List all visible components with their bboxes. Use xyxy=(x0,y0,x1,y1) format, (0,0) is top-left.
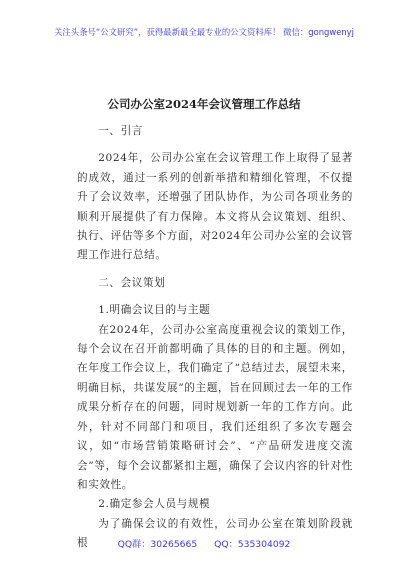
footer-contact xyxy=(0,536,408,550)
document-body xyxy=(77,122,353,554)
subheading-purpose-theme: 1.明确会议目的与主题 xyxy=(98,304,211,317)
document-title: 公司办公室2024年会议管理工作总结 xyxy=(107,97,301,111)
paragraph-attendees-scale: 为了确保会议的有效性，公司办公室在策划阶段就根 xyxy=(77,517,353,550)
subheading-attendees-scale: 2.确定参会人员与规模 xyxy=(98,498,211,511)
section-heading-planning: 二、会议策划 xyxy=(98,276,166,289)
paragraph-purpose-theme: 在2024年，公司办公室高度重视会议的策划工作，每个会议在召开前都明确了具体的目的和主题。例如，在年度工作会议上，我们确定了“总结过去，展望未来，明确目标，共谋发展”的主题，旨在回顾过去一年的工作成果分析存在的问题，同时规划新一年的工作方向。此外，针对不同部门和项目，我们还组织了多次专题会议，如“市场营销策略研讨会”、“产品研发进度交流会”等，每个会议都紧扣主题，确保了会议内容的针对性和实效性。 xyxy=(77,323,353,491)
footer-qq-group: QQ群：30265665 xyxy=(117,539,198,550)
paragraph-intro: 2024年，公司办公室在会议管理工作上取得了显著的成效，通过一系列的创新举措和精细化管理，不仅提升了会议效率，还增强了团队协作，为公司各项业务的顺利开展提供了有力保障。本文将从会议策划、组织、执行、评估等多个方面，对2024年公司办公室的会议管理工作进行总结。 xyxy=(77,152,353,262)
header-banner: 关注头条号“公文研究”，获得最新最全最专业的公文资料库！ 微信：gongwenyj xyxy=(54,27,354,37)
section-heading-intro: 一、引言 xyxy=(98,125,143,137)
footer-qq: QQ：535304092 xyxy=(214,539,291,550)
